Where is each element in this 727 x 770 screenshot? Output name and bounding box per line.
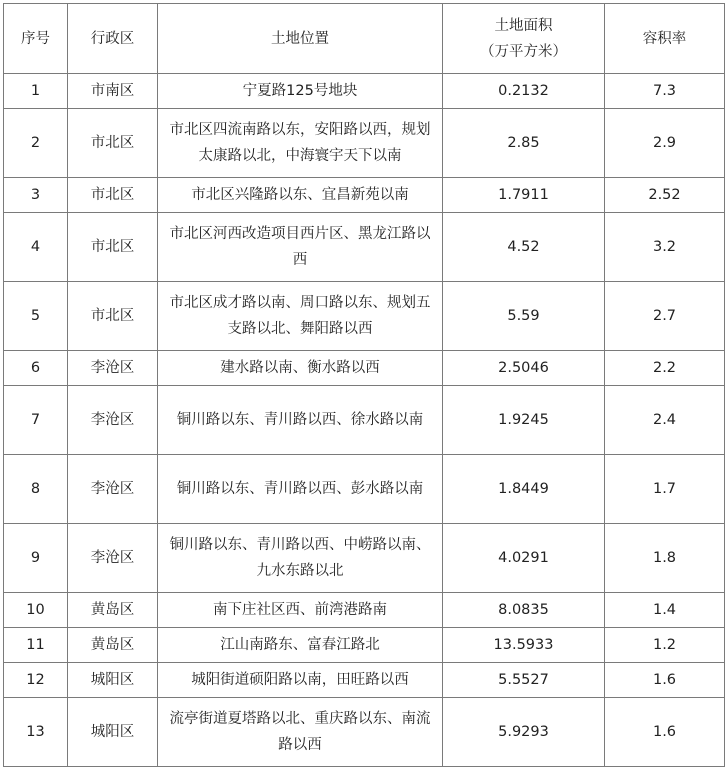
row-far: 2.52	[605, 178, 725, 213]
row-index: 6	[4, 351, 68, 386]
row-district: 李沧区	[68, 524, 158, 593]
row-location: 流亭街道夏塔路以北、重庆路以东、南流路以西	[158, 698, 443, 767]
row-district: 市北区	[68, 109, 158, 178]
row-district: 城阳区	[68, 663, 158, 698]
row-index: 11	[4, 628, 68, 663]
row-far: 2.2	[605, 351, 725, 386]
row-location: 铜川路以东、青川路以西、徐水路以南	[158, 386, 443, 455]
land-parcel-table	[3, 3, 725, 767]
row-far: 1.6	[605, 698, 725, 767]
row-location: 城阳街道硕阳路以南，田旺路以西	[158, 663, 443, 698]
row-index: 5	[4, 282, 68, 351]
table-row	[4, 663, 725, 698]
row-far: 2.9	[605, 109, 725, 178]
table-row	[4, 109, 725, 178]
row-index: 9	[4, 524, 68, 593]
row-far: 3.2	[605, 213, 725, 282]
row-area: 1.9245	[443, 386, 605, 455]
row-district: 市北区	[68, 213, 158, 282]
row-location: 宁夏路125号地块	[158, 74, 443, 109]
row-index: 1	[4, 74, 68, 109]
row-district: 黄岛区	[68, 628, 158, 663]
row-district: 市北区	[68, 282, 158, 351]
table-row	[4, 593, 725, 628]
row-location: 铜川路以东、青川路以西、中崂路以南、九水东路以北	[158, 524, 443, 593]
row-location: 铜川路以东、青川路以西、彭水路以南	[158, 455, 443, 524]
row-area: 0.2132	[443, 74, 605, 109]
row-location: 市北区河西改造项目西片区、黑龙江路以西	[158, 213, 443, 282]
table-row	[4, 282, 725, 351]
row-area: 5.59	[443, 282, 605, 351]
row-area: 1.7911	[443, 178, 605, 213]
row-district: 市南区	[68, 74, 158, 109]
row-area: 4.52	[443, 213, 605, 282]
row-location: 南下庄社区西、前湾港路南	[158, 593, 443, 628]
row-far: 1.8	[605, 524, 725, 593]
row-district: 城阳区	[68, 698, 158, 767]
row-far: 7.3	[605, 74, 725, 109]
row-location: 江山南路东、富春江路北	[158, 628, 443, 663]
header-area-title: 土地面积	[494, 17, 553, 34]
row-area: 8.0835	[443, 593, 605, 628]
table-row	[4, 178, 725, 213]
row-index: 4	[4, 213, 68, 282]
table-row	[4, 74, 725, 109]
table-row	[4, 455, 725, 524]
row-index: 3	[4, 178, 68, 213]
row-index: 13	[4, 698, 68, 767]
header-location: 土地位置	[158, 4, 443, 74]
row-area: 13.5933	[443, 628, 605, 663]
table-row	[4, 698, 725, 767]
row-far: 2.7	[605, 282, 725, 351]
table-row	[4, 351, 725, 386]
row-area: 5.9293	[443, 698, 605, 767]
row-district: 黄岛区	[68, 593, 158, 628]
header-row	[4, 4, 725, 74]
row-district: 李沧区	[68, 351, 158, 386]
row-location: 市北区四流南路以东，安阳路以西，规划太康路以北，中海寰宇天下以南	[158, 109, 443, 178]
row-index: 7	[4, 386, 68, 455]
table-row	[4, 386, 725, 455]
row-district: 李沧区	[68, 455, 158, 524]
header-area-unit: （万平方米）	[480, 43, 567, 60]
row-index: 12	[4, 663, 68, 698]
row-far: 1.6	[605, 663, 725, 698]
row-location: 市北区成才路以南、周口路以东、规划五支路以北、舞阳路以西	[158, 282, 443, 351]
row-location: 建水路以南、衡水路以西	[158, 351, 443, 386]
row-area: 1.8449	[443, 455, 605, 524]
row-district: 市北区	[68, 178, 158, 213]
row-index: 10	[4, 593, 68, 628]
row-far: 2.4	[605, 386, 725, 455]
row-index: 2	[4, 109, 68, 178]
row-area: 5.5527	[443, 663, 605, 698]
header-area	[443, 4, 605, 74]
table-row	[4, 213, 725, 282]
row-far: 1.4	[605, 593, 725, 628]
header-index: 序号	[4, 4, 68, 74]
table-row	[4, 524, 725, 593]
row-area: 2.5046	[443, 351, 605, 386]
row-area: 4.0291	[443, 524, 605, 593]
row-location: 市北区兴隆路以东、宜昌新苑以南	[158, 178, 443, 213]
header-district: 行政区	[68, 4, 158, 74]
row-far: 1.2	[605, 628, 725, 663]
table-row	[4, 628, 725, 663]
row-index: 8	[4, 455, 68, 524]
header-far: 容积率	[605, 4, 725, 74]
row-far: 1.7	[605, 455, 725, 524]
row-district: 李沧区	[68, 386, 158, 455]
row-area: 2.85	[443, 109, 605, 178]
